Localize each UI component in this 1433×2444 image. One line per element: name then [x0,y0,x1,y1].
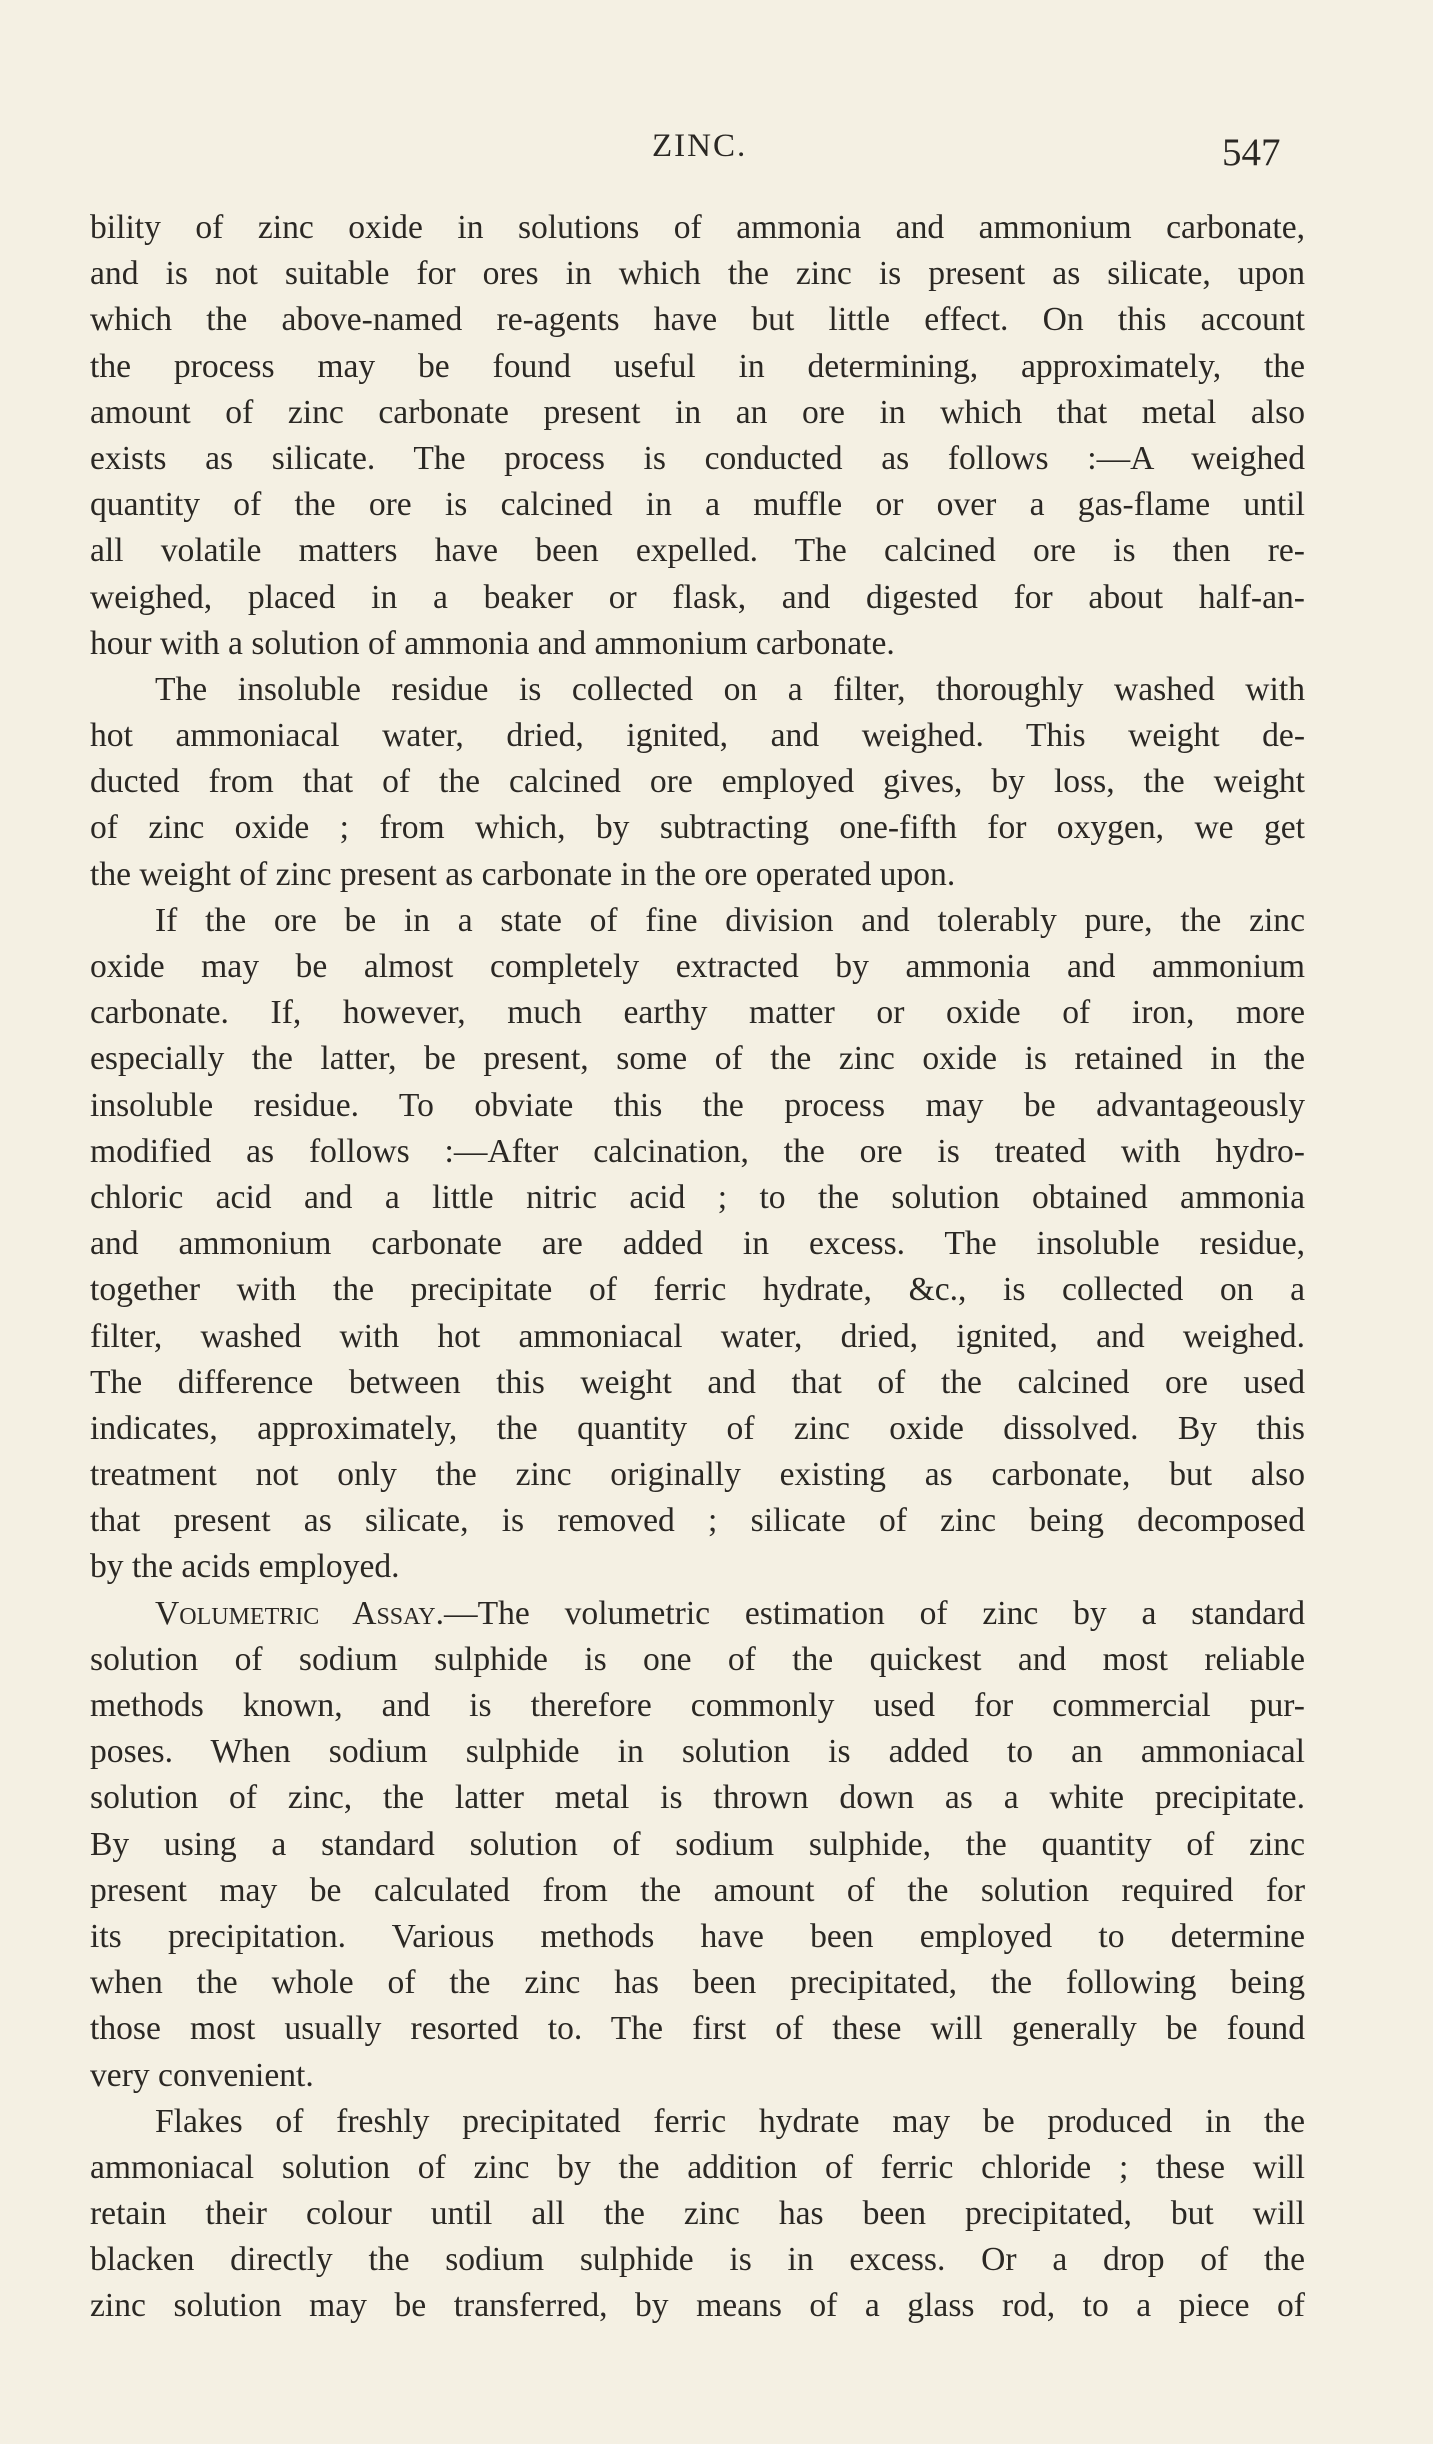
text-line: solution of zinc, the latter metal is thrown down as a white precipitate. [90,1779,1305,1817]
text-line: of zinc oxide ; from which, by subtracting one-fifth for oxygen, we get [90,809,1305,847]
text-line: its precipitation. Various methods have been employed to determine [90,1917,1305,1955]
body-text [90,205,1305,2330]
text-line: which the above-named re-agents have but little effect. On this account [90,301,1305,339]
text-line: treatment not only the zinc originally existing as carbonate, but also [90,1456,1305,1494]
text-line: modified as follows :—After calcination, the ore is treated with hydro- [90,1132,1305,1170]
text-line: carbonate. If, however, much earthy matter or oxide of iron, more [90,994,1305,1032]
text-line: retain their colour until all the zinc has been precipitated, but will [90,2195,1305,2233]
text-line: solution of sodium sulphide is one of the quickest and most reliable [90,1640,1305,1678]
text-line: bility of zinc oxide in solutions of ammonia and ammonium carbonate, [90,209,1305,246]
text-line: when the whole of the zinc has been precipitated, the following being [90,1964,1305,2002]
paragraph [90,667,1305,898]
text-line: those most usually resorted to. The first of these will generally be found [90,2010,1305,2048]
running-head-title: ZINC. [652,128,748,164]
text-line: and ammonium carbonate are added in excess. The insoluble residue, [90,1225,1305,1263]
text-line: weighed, placed in a beaker or flask, and digested for about half-an- [90,578,1305,616]
running-head [0,128,1433,178]
text-line: Flakes of freshly precipitated ferric hydrate may be produced in the [155,2102,1305,2140]
text-line: quantity of the ore is calcined in a muffle or over a gas-flame until [90,486,1305,524]
paragraph [90,2099,1305,2330]
text-line: the process may be found useful in determining, approximately, the [90,347,1305,385]
text-line: hour with a solution of ammonia and ammonium carbonate. [90,624,895,662]
text-line: and is not suitable for ores in which the zinc is present as silicate, upon [90,255,1305,293]
page-number: 547 [1222,131,1281,174]
text-line: that present as silicate, is removed ; silicate of zinc being decomposed [90,1502,1305,1540]
text-line: blacken directly the sodium sulphide is in excess. Or a drop of the [90,2241,1305,2279]
text-line: poses. When sodium sulphide in solution is added to an ammoniacal [90,1733,1305,1771]
text-line: ammoniacal solution of zinc by the addition of ferric chloride ; these will [90,2148,1305,2186]
text-line: amount of zinc carbonate present in an ore in which that metal also [90,393,1305,431]
text-line: indicates, approximately, the quantity of zinc oxide dissolved. By this [90,1409,1305,1447]
text-line: The difference between this weight and that of the calcined ore used [90,1363,1305,1401]
text-line: present may be calculated from the amount of the solution required for [90,1871,1305,1909]
text-line: filter, washed with hot ammoniacal water, dried, ignited, and weighed. [90,1317,1305,1355]
paragraph [90,205,1305,667]
text-line: zinc solution may be transferred, by means of a glass rod, to a piece of [90,2287,1305,2325]
text-line: The insoluble residue is collected on a filter, thoroughly washed with [155,670,1305,708]
text-line: by the acids employed. [90,1548,400,1586]
text-line: If the ore be in a state of fine division and tolerably pure, the zinc [155,901,1305,939]
text-line: By using a standard solution of sodium sulphide, the quantity of zinc [90,1825,1305,1863]
text-line: especially the latter, be present, some of the zinc oxide is retained in the [90,1040,1305,1078]
text-line: hot ammoniacal water, dried, ignited, and weighed. This weight de- [90,717,1305,755]
text-line: together with the precipitate of ferric hydrate, &c., is collected on a [90,1271,1305,1309]
text-run: —The volumetric estimation of zinc by a standard [444,1594,1305,1632]
text-line: the weight of zinc present as carbonate in the ore operated upon. [90,855,956,893]
text-line: insoluble residue. To obviate this the process may be advantageously [90,1086,1305,1124]
text-line: chloric acid and a little nitric acid ; to the solution obtained ammonia [90,1178,1305,1216]
text-line: exists as silicate. The process is conducted as follows :—A weighed [90,439,1305,477]
text-line: ducted from that of the calcined ore employed gives, by loss, the weight [90,763,1305,801]
text-line: methods known, and is therefore commonly used for commercial pur- [90,1687,1305,1724]
section-heading-volumetric-assay: Volumetric Assay. [155,1594,445,1632]
text-line: oxide may be almost completely extracted by ammonia and ammonium [90,948,1305,985]
paragraph [90,898,1305,1591]
text-line: all volatile matters have been expelled. The calcined ore is then re- [90,532,1305,570]
text-line [90,1591,1305,1637]
text-line: very convenient. [90,2056,314,2094]
paragraph [90,1591,1305,2099]
